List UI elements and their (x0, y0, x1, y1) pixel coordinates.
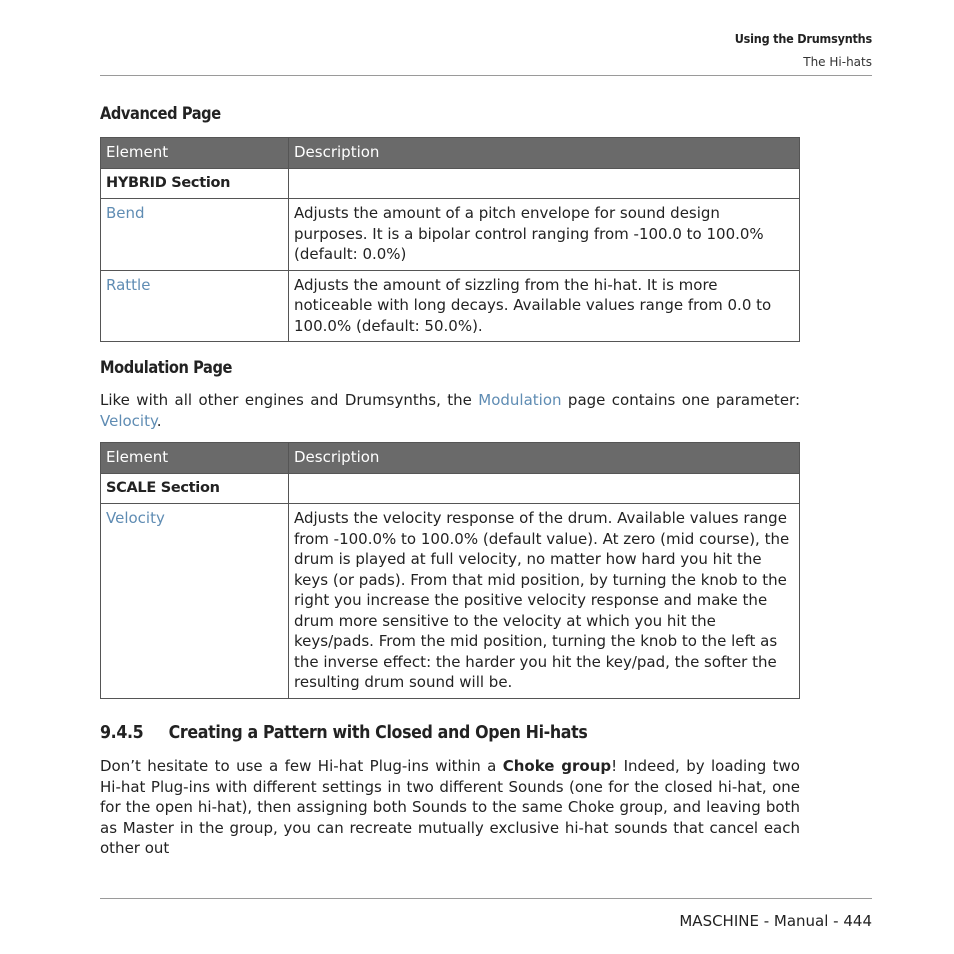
section-label: SCALE Section (101, 473, 289, 504)
parameter-description: Adjusts the amount of sizzling from the hi-hat. It is more noticeable with long decays. Available values range from 0.0 to 100.0% (default: 50.0%). (289, 270, 800, 342)
table-header-row (101, 138, 800, 169)
parameter-link-rattle[interactable]: Rattle (101, 270, 289, 342)
header-rule (100, 75, 872, 76)
modulation-page-heading: Modulation Page (100, 358, 233, 378)
parameter-link-bend[interactable]: Bend (101, 199, 289, 271)
choke-group-term: Choke group (502, 757, 612, 775)
section-label: HYBRID Section (101, 168, 289, 199)
velocity-link[interactable]: Velocity (100, 411, 157, 430)
page-footer: MASCHINE - Manual - 444 (679, 912, 872, 930)
advanced-page-heading: Advanced Page (100, 104, 221, 124)
section-row (101, 168, 800, 199)
section-heading-9-4-5 (100, 722, 587, 743)
table-row (101, 504, 800, 699)
section-title: Creating a Pattern with Closed and Open Hi-hats (168, 722, 588, 743)
choke-group-paragraph: Don’t hesitate to use a few Hi-hat Plug-ins within a Choke group! Indeed, by loading two Hi-hat Plug-ins with different settings in two different Sounds (one for the closed hi-hat, one for the open hi-hat), then assigning both Sounds to the same Choke group, and leaving both as Master in the group, you can recreate mutually exclusive hi-hat sounds that cancel each other out (100, 757, 800, 857)
running-header-title: Using the Drumsynths (734, 31, 872, 46)
parameter-description: Adjusts the velocity response of the drum. Available values range from -100.0% to 100.0% (default value). At zero (mid course), the drum is played at full velocity, no matter how hard you hit the keys (or pads). From that mid position, by turning the knob to the right you increase the positive velocity response and make the drum more sensitive to the velocity at which you hit the keys/pads. From the mid position, turning the knob to the left as the inverse effect: the harder you hit the key/pad, the softer the resulting drum sound will be. (289, 504, 800, 699)
column-header-description: Description (289, 443, 800, 474)
modulation-intro-paragraph: Like with all other engines and Drumsynths, the Modulation page contains one parameter: Velocity. (100, 391, 800, 430)
running-header-subtitle: The Hi-hats (803, 55, 872, 69)
table-row (101, 270, 800, 342)
modulation-link[interactable]: Modulation (478, 391, 562, 409)
modulation-parameter-table (100, 442, 800, 699)
parameter-description: Adjusts the amount of a pitch envelope for sound design purposes. It is a bipolar control ranging from -100.0 to 100.0% (default: 0.0%) (289, 199, 800, 271)
advanced-parameter-table (100, 137, 800, 342)
column-header-description: Description (289, 138, 800, 169)
parameter-link-velocity[interactable]: Velocity (101, 504, 289, 699)
section-number: 9.4.5 (100, 722, 144, 743)
section-row (101, 473, 800, 504)
table-row (101, 199, 800, 271)
column-header-element: Element (101, 138, 289, 169)
column-header-element: Element (101, 443, 289, 474)
footer-rule (100, 898, 872, 899)
table-header-row (101, 443, 800, 474)
